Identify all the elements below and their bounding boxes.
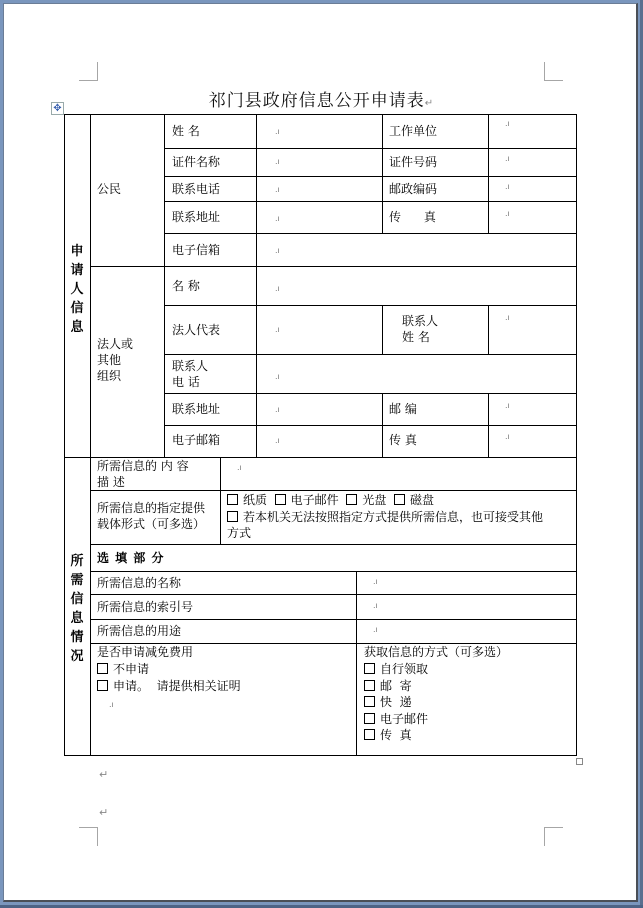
checkbox-icon [346,494,357,505]
org-fax-label: 传 真 [389,433,417,447]
fee-waiver-label: 是否申请减免费用 [97,645,194,659]
carrier-other-option[interactable]: 若本机关无法按照指定方式提供所需信息，也可接受其他 方式 [227,510,544,540]
info-name-input[interactable] [357,572,576,594]
postcode-label: 邮政编码 [389,182,438,196]
cell-marker: .ı [109,700,114,709]
checkbox-icon [364,729,375,740]
id-number-label: 证件号码 [389,155,438,169]
postcode-input[interactable] [489,177,576,201]
id-type-label: 证件名称 [172,155,221,169]
cell-marker: .ı [275,214,280,223]
cell-marker: .ı [237,463,242,472]
contact-phone-label: 联系人 电 话 [172,359,209,389]
col-line [164,114,165,457]
cell-marker: .ı [275,372,280,381]
address-label: 联系地址 [172,210,221,224]
table-move-handle-icon[interactable]: ✥ [51,102,64,115]
name-label: 姓 名 [172,124,200,138]
id-number-input[interactable] [489,149,576,176]
email-label: 电子信箱 [172,243,221,257]
citizen-label: 公民 [97,182,122,196]
document-title: 祁门县政府信息公开申请表↵ [208,91,435,111]
cell-marker: .ı [505,209,510,218]
table-border [64,114,65,756]
paragraph-mark-icon: ↵ [99,768,109,781]
cell-marker: .ı [505,432,510,441]
carrier-option-paper[interactable]: 纸质 [227,493,267,507]
row-line [90,490,577,491]
contact-name-input[interactable] [489,306,576,354]
legal-rep-label: 法人代表 [172,323,221,337]
info-purpose-label: 所需信息的用途 [97,624,182,638]
table-border [576,114,577,756]
col-line [382,305,383,354]
cell-marker: .ı [275,405,280,414]
col-line [90,114,91,756]
email-input[interactable] [257,234,576,266]
cell-marker: .ı [275,284,280,293]
cell-marker: .ı [275,157,280,166]
fee-option-no[interactable]: 不申请 [97,661,149,677]
cell-marker: .ı [505,154,510,163]
checkbox-icon [275,494,286,505]
table-resize-handle-icon[interactable] [576,758,583,765]
org-email-label: 电子邮箱 [172,433,221,447]
org-address-label: 联系地址 [172,402,221,416]
carrier-option-cd[interactable]: 光盘 [346,493,386,507]
applicant-section-label: 申 请 人 信 息 [70,244,84,335]
org-postcode-input[interactable] [489,394,576,425]
crop-mark-top-left [79,62,98,81]
carrier-option-email[interactable]: 电子邮件 [275,493,339,507]
cell-marker: .ı [373,577,378,586]
paragraph-mark-icon: ↵ [99,806,109,819]
crop-mark-top-right [544,62,563,81]
org-name-input[interactable] [257,267,576,305]
org-fax-input[interactable] [489,426,576,457]
phone-label: 联系电话 [172,182,221,196]
checkbox-icon [227,511,238,522]
cell-marker: .ı [275,246,280,255]
info-index-label: 所需信息的索引号 [97,600,194,614]
obtain-option-email[interactable]: 电子邮件 [364,711,428,727]
obtain-method-label: 获取信息的方式（可多选） [364,645,509,659]
carrier-option-disk[interactable]: 磁盘 [394,493,434,507]
info-index-input[interactable] [357,595,576,619]
obtain-option-mail[interactable]: 邮 寄 [364,678,412,694]
cell-marker: .ı [275,436,280,445]
checkbox-icon [97,663,108,674]
fax-input[interactable] [489,202,576,233]
col-line [382,114,383,233]
fee-option-yes[interactable]: 申请。 请提供相关证明 [97,678,241,694]
cell-marker: .ı [275,127,280,136]
cell-marker: .ı [505,182,510,191]
carrier-options [227,492,434,508]
info-name-label: 所需信息的名称 [97,576,182,590]
cell-marker: .ı [275,185,280,194]
row-line [90,544,577,545]
col-line [382,393,383,457]
checkbox-icon [364,680,375,691]
work-unit-label: 工作单位 [389,124,438,138]
optional-section-label: 选 填 部 分 [97,551,165,565]
checkbox-icon [97,680,108,691]
fax-label: 传 真 [389,210,436,224]
content-desc-input[interactable] [221,458,576,490]
cell-marker: .ı [505,313,510,322]
carrier-label: 所需信息的指定提供 载体形式（可多选） [97,501,206,531]
checkbox-icon [227,494,238,505]
table-border [64,755,577,756]
checkbox-icon [364,663,375,674]
cell-marker: .ı [505,119,510,128]
cell-marker: .ı [275,325,280,334]
org-name-label: 名 称 [172,279,200,293]
obtain-option-fax[interactable]: 传 真 [364,727,412,743]
content-desc-label: 所需信息的 内 容 描 述 [97,459,189,489]
cell-marker: .ı [505,401,510,410]
crop-mark-bottom-right [544,827,563,846]
info-purpose-input[interactable] [357,620,576,643]
work-unit-input[interactable] [489,115,576,148]
checkbox-icon [394,494,405,505]
org-label: 法人或 其他 组织 [97,337,134,383]
info-section-label: 所 需 信 息 情 况 [70,554,84,664]
checkbox-icon [364,696,375,707]
org-postcode-label: 邮 编 [389,402,417,416]
contact-name-label: 联系人 姓 名 [402,314,439,344]
obtain-option-self[interactable]: 自行领取 [364,661,428,677]
contact-phone-input[interactable] [257,355,576,393]
cell-marker: .ı [373,601,378,610]
crop-mark-bottom-left [79,827,98,846]
cell-marker: .ı [373,625,378,634]
obtain-option-express[interactable]: 快 递 [364,694,412,710]
checkbox-icon [364,713,375,724]
